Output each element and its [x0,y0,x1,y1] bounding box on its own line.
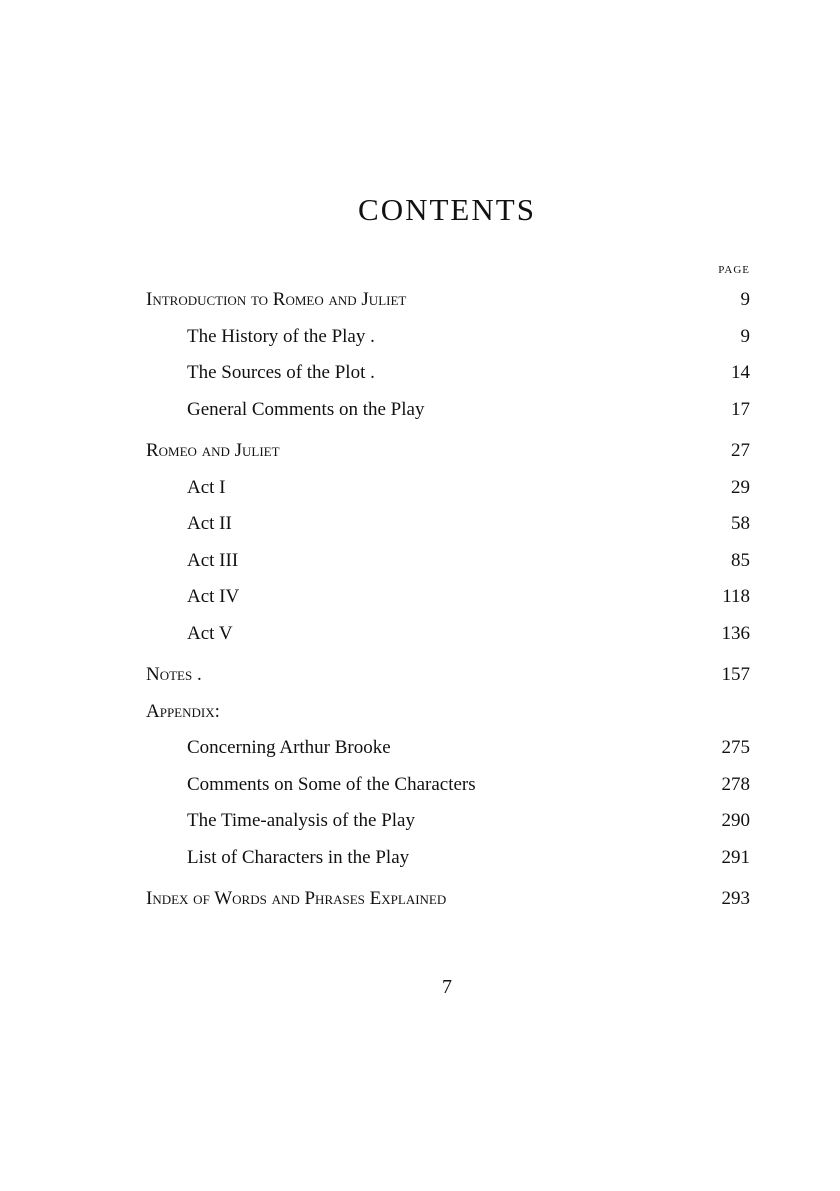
toc-entry-act-3 [146,543,750,580]
toc-entry-page: 58 [731,513,750,534]
toc-entry-page: 9 [740,289,750,310]
toc-entry-act-2 [146,506,750,543]
toc-entry-page: 9 [740,325,750,347]
toc-entry-page: 275 [721,737,750,758]
toc-entry-label: The Sources of the Plot . [187,362,375,383]
toc-entry-label: Act II [187,513,232,534]
toc-entry-label: Notes . [146,664,202,685]
toc-entry-label: Act V [187,622,233,644]
toc-entry-label: Concerning Arthur Brooke [187,737,391,758]
table-of-contents [146,282,750,918]
toc-entry-label: Comments on Some of the Characters [187,773,476,795]
toc-entry-page: 136 [721,622,750,644]
page-column-header: PAGE [718,264,750,276]
toc-entry-time-analysis [146,803,750,840]
toc-entry-general-comments [146,392,750,429]
toc-entry-act-4 [146,579,750,616]
page-title: CONTENTS [358,192,536,227]
toc-entry-label: Introduction to Romeo and Juliet [146,289,407,310]
toc-entry-label: Act III [187,549,239,571]
toc-entry-label: The History of the Play . [187,325,375,347]
toc-entry-appendix [146,694,750,731]
toc-entry-act-1 [146,470,750,507]
toc-entry-page: 27 [731,440,750,461]
toc-entry-sources [146,355,750,392]
toc-entry-page: 29 [731,476,750,498]
toc-entry-arthur-brooke [146,730,750,767]
toc-entry-page: 290 [721,810,750,831]
toc-entry-page: 157 [721,664,750,685]
page-number: 7 [442,976,452,998]
toc-entry-label: The Time-analysis of the Play [187,810,415,831]
toc-entry-label: Romeo and Juliet [146,440,280,461]
toc-entry-history [146,319,750,356]
toc-entry-romeo-and-juliet [146,433,750,470]
toc-entry-label: General Comments on the Play [187,398,425,420]
toc-entry-act-5 [146,616,750,653]
toc-entry-label: Index of Words and Phrases Explained [146,888,447,909]
toc-entry-label: Appendix: [146,700,220,722]
toc-entry-index [146,881,750,918]
toc-entry-list-of-characters [146,840,750,877]
toc-entry-label: Act IV [187,586,240,607]
toc-entry-characters-comments [146,767,750,804]
toc-entry-page: 278 [721,773,750,795]
toc-entry-notes [146,657,750,694]
toc-entry-label: List of Characters in the Play [187,846,410,868]
toc-entry-label: Act I [187,476,226,498]
toc-entry-page: 17 [731,398,750,420]
toc-entry-page: 293 [721,888,750,909]
toc-entry-page: 14 [731,362,750,383]
toc-entry-introduction [146,282,750,319]
toc-entry-page: 118 [722,586,750,607]
toc-entry-page: 85 [731,549,750,571]
toc-entry-page: 291 [721,846,750,868]
